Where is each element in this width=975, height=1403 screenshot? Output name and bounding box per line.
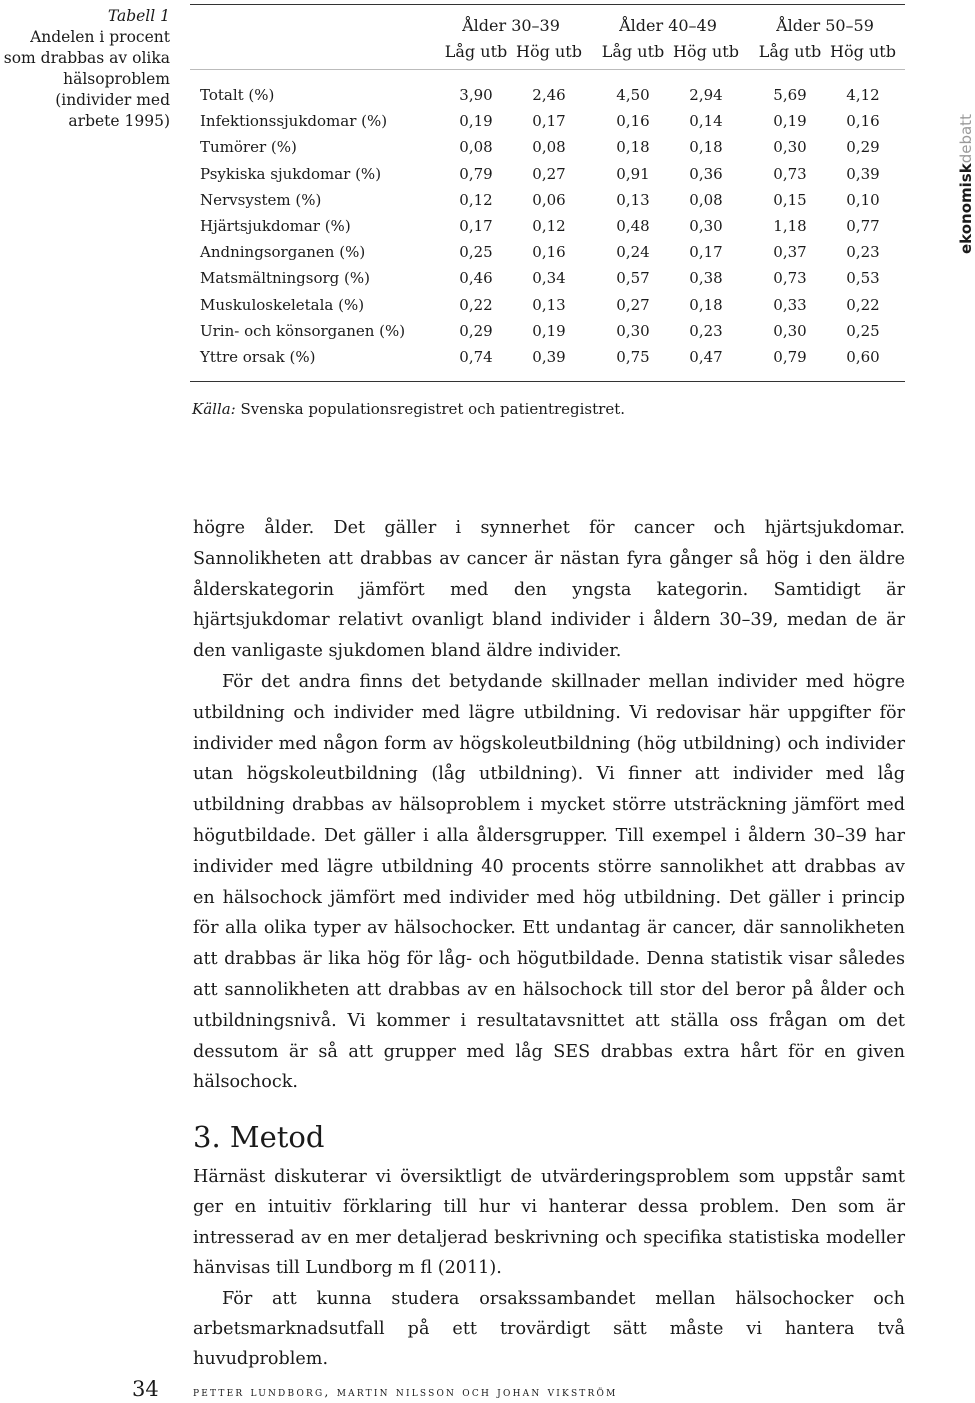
table-row: [200, 239, 905, 265]
cell: 0,73: [773, 164, 807, 183]
section-body-text: [193, 1162, 905, 1375]
cell: 5,69: [773, 86, 807, 104]
cell: 0,29: [459, 321, 493, 340]
table-row: [200, 344, 905, 370]
cell: 0,10: [846, 190, 880, 209]
paragraph: högre ålder. Det gäller i synnerhet för cancer och hjärtsjukdomar. Sannolikheten att drabbas av cancer är nästan fyra gånger så hög i den äldre ålderskategorin jämfört med den yngsta kategorin. Samtidigt är hjärtsjukdomar relativt ovanligt bland individer i åldern 30–39, medan de är den vanligaste sjukdomen bland äldre individer.: [193, 518, 905, 662]
cell: 0,23: [846, 243, 880, 262]
table-caption: [0, 6, 170, 132]
table-row: [200, 292, 905, 318]
paragraph: För att kunna studera orsakssambandet mellan hälsochocker och arbetsmarknadsutfall på ett trovärdigt sätt måste vi hantera två huvudproblem.: [193, 1288, 905, 1370]
cell: 0,17: [689, 243, 723, 262]
cell: 0,27: [616, 295, 650, 314]
row-label: Muskuloskeletala (%): [200, 295, 365, 314]
column-header: Hög utb: [673, 42, 739, 61]
cell: 0,79: [459, 164, 493, 183]
cell: 0,19: [773, 112, 807, 131]
cell: 0,38: [689, 269, 723, 288]
cell: 0,74: [459, 347, 493, 366]
row-label: Matsmältningsorg (%): [200, 269, 370, 288]
paragraph: Härnäst diskuterar vi översiktligt de utvärderingsproblem som uppstår samt ger en intuitiv förklaring till hur vi hanterar dessa problem. Den som är intresserad av en mer detaljerad beskrivning och specifika statistiska modeller hänvisas till Lundborg m fl (2011).: [193, 1167, 905, 1279]
table-row: [200, 187, 905, 213]
cell: 0,16: [616, 112, 650, 131]
cell: 0,25: [846, 321, 880, 340]
cell: 0,13: [532, 295, 566, 314]
cell: 0,27: [532, 164, 566, 183]
age-group-header: Ålder 30–39: [462, 16, 560, 35]
source-text: Svenska populationsregistret och patientregistret.: [240, 400, 625, 418]
cell: 0,25: [459, 243, 493, 262]
cell: 0,47: [689, 347, 723, 366]
running-footer-authors: petter lundborg, martin nilsson och johan vikström: [193, 1384, 618, 1399]
table-row: [200, 213, 905, 239]
cell: 0,17: [532, 112, 566, 131]
age-group-header: Ålder 40–49: [619, 16, 717, 35]
cell: 0,16: [532, 243, 566, 262]
cell: 0,18: [616, 138, 650, 157]
cell: 0,39: [532, 347, 566, 366]
column-header: Hög utb: [830, 42, 896, 61]
cell: 0,18: [689, 295, 723, 314]
cell: 0,12: [532, 216, 566, 235]
table-caption-text: Andelen i procent som drabbas av olika hälsoproblem (individer med arbete 1995): [3, 28, 170, 130]
cell: 0,15: [773, 190, 807, 209]
cell: 0,75: [616, 347, 650, 366]
table-row: [200, 161, 905, 187]
table-bottom-rule: [190, 381, 905, 382]
logo-part-debatt: debatt: [957, 114, 975, 164]
cell: 0,30: [616, 321, 650, 340]
cell: 0,08: [689, 190, 723, 209]
table-row: [200, 134, 905, 160]
column-header: Låg utb: [444, 42, 508, 61]
section-heading: 3. Metod: [193, 1120, 325, 1154]
table-row: [200, 265, 905, 291]
cell: 0,60: [846, 347, 880, 366]
table-row: [200, 318, 905, 344]
cell: 0,19: [459, 112, 493, 131]
row-label: Nervsystem (%): [200, 190, 322, 209]
row-label: Hjärtsjukdomar (%): [200, 216, 351, 235]
cell: 0,18: [689, 138, 723, 157]
row-label: Yttre orsak (%): [200, 347, 316, 366]
column-header: Låg utb: [601, 42, 665, 61]
cell: 2,46: [532, 86, 566, 104]
row-label: Psykiska sjukdomar (%): [200, 164, 382, 183]
row-label: Infektionssjukdomar (%): [200, 112, 388, 131]
row-label: Totalt (%): [200, 86, 275, 104]
body-text: [193, 513, 905, 1098]
cell: 0,16: [846, 112, 880, 131]
cell: 0,17: [459, 216, 493, 235]
cell: 0,53: [846, 269, 880, 288]
column-header: Låg utb: [758, 42, 822, 61]
table-row: [200, 108, 905, 134]
cell: 0,30: [773, 138, 807, 157]
cell: 0,24: [616, 243, 650, 262]
cell: 0,33: [773, 295, 807, 314]
row-label: Andningsorganen (%): [200, 243, 366, 262]
table-body: [200, 82, 905, 370]
cell: 2,94: [689, 86, 723, 104]
source-label: Källa:: [192, 400, 236, 418]
age-group-header: Ålder 50–59: [776, 16, 874, 35]
cell: 0,46: [459, 269, 493, 288]
page-number: 34: [132, 1377, 159, 1401]
cell: 0,79: [773, 347, 807, 366]
cell: 0,48: [616, 216, 650, 235]
logo-part-ekonomisk: ekonomisk: [957, 163, 975, 254]
cell: 0,23: [689, 321, 723, 340]
cell: 0,30: [773, 321, 807, 340]
cell: 0,08: [459, 138, 493, 157]
cell: 0,29: [846, 138, 880, 157]
column-header: Hög utb: [516, 42, 582, 61]
journal-side-logo: [957, 114, 975, 254]
cell: 0,13: [616, 190, 650, 209]
cell: 0,36: [689, 164, 723, 183]
cell: 0,91: [616, 164, 650, 183]
cell: 0,30: [689, 216, 723, 235]
cell: 0,57: [616, 269, 650, 288]
cell: 0,14: [689, 112, 723, 131]
cell: 0,34: [532, 269, 566, 288]
cell: 3,90: [459, 86, 493, 104]
cell: 0,37: [773, 243, 807, 262]
cell: 0,08: [532, 138, 566, 157]
cell: 0,19: [532, 321, 566, 340]
table-row: [200, 82, 905, 108]
cell: 4,50: [616, 86, 650, 104]
cell: 0,39: [846, 164, 880, 183]
table-header-rule: [190, 69, 905, 70]
cell: 0,22: [459, 295, 493, 314]
paragraph: För det andra finns det betydande skillnader mellan individer med högre utbildning och individer med lägre utbildning. Vi redovisar här uppgifter för individer med någon form av högskoleutbildning (hög utbildning) och individer utan högskoleutbildning (låg utbildning). Vi finner att individer med låg utbildning drabbas av hälsoproblem i mycket större utsträckning jämfört med högutbildade. Det gäller i alla åldersgrupper. Till exempel i åldern 30–39 har individer med lägre utbildning 40 procents större sannolikhet att drabbas av en hälsochock jämfört med individer med hög utbildning. Det gäller i princip för alla olika typer av hälsochocker. Ett undantag är cancer, där sannolikheten att drabbas är lika hög för låg- och högutbildade. Denna statistik visar således att sannolikheten att drabbas av en hälsochock till stor del beror på ålder och utbildningsnivå. Vi kommer i resultatavsnittet att ställa oss frågan om det dessutom är så att grupper med låg SES drabbas extra hårt för en given hälsochock.: [193, 671, 905, 1093]
cell: 1,18: [773, 216, 807, 235]
cell: 0,22: [846, 295, 880, 314]
table-source: [192, 400, 625, 418]
table-top-rule: [190, 4, 905, 5]
cell: 0,06: [532, 190, 566, 209]
cell: 0,73: [773, 269, 807, 288]
cell: 0,12: [459, 190, 493, 209]
cell: 4,12: [846, 86, 880, 104]
table-caption-label: Tabell 1: [107, 7, 170, 25]
cell: 0,77: [846, 216, 880, 235]
row-label: Urin- och könsorganen (%): [200, 321, 406, 340]
row-label: Tumörer (%): [200, 138, 297, 157]
